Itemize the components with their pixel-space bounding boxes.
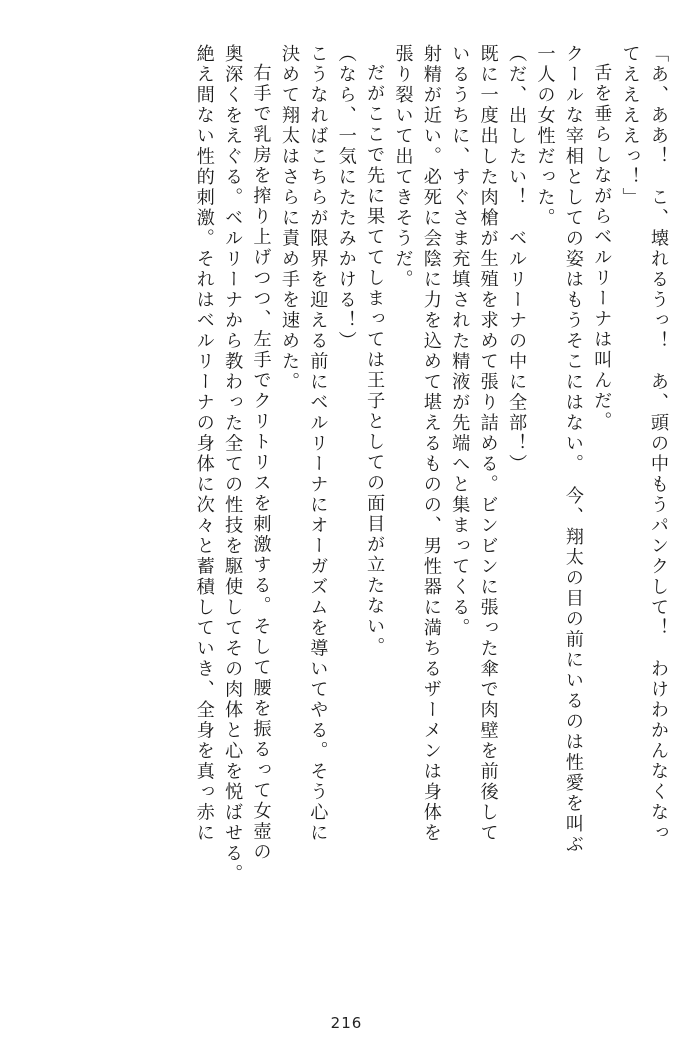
text-line: 決めて翔太はさらに責め手を速めた。 [278,44,300,393]
vertical-text-block [26,44,667,984]
text-line: 一人の女性だった。 [534,44,556,229]
text-line: （だ、出したい！ ベルリーナの中に全部！） [506,44,528,475]
text-line: てええええっ！」 [619,44,641,208]
page-number: 216 [330,1014,363,1032]
text-line: 右手で乳房を搾り上げつつ、左手でクリトリスを刺激する。そして腰を振るって女壺の [250,63,272,863]
text-line: クールな宰相としての姿はもうそこにはない。 今、翔太の目の前にいるのは性愛を叫ぶ [562,44,584,855]
text-line: 奥深くをえぐる。ベルリーナから教わった全ての性技を駆使してその肉体と心を悦ばせる。 [222,44,244,885]
text-line: 「あ、ああ！ こ、壊れるうっ！ あ、頭の中もうパンクして！ わけわかんなくなっ [648,44,669,844]
text-line: だがここで先に果ててしまっては王子としての面目が立たない。 [364,63,386,658]
text-line: いるうちに、すぐさま充填された精液が先端へと集まってくる。 [449,44,471,639]
text-line: 絶え間ない性的刺激。それはベルリーナの身体に次々と蓄積していき、全身を真っ赤に [193,44,215,844]
text-line: （なら、一気にたたみかける！） [335,44,357,352]
text-line: こうなればこちらが限界を迎える前にベルリーナにオーガズムを導いてやる。そう心に [307,44,329,844]
text-line: 舌を垂らしながらベルリーナは叫んだ。 [591,63,613,432]
text-line: 既に一度出した肉槍が生殖を求めて張り詰める。ビンビンに張った傘で肉壁を前後して [477,44,499,844]
text-line: 射精が近い。必死に会陰に力を込めて堪えるものの、男性器に満ちるザーメンは身体を [420,44,442,844]
text-line: 張り裂いて出てきそうだ。 [392,44,414,290]
